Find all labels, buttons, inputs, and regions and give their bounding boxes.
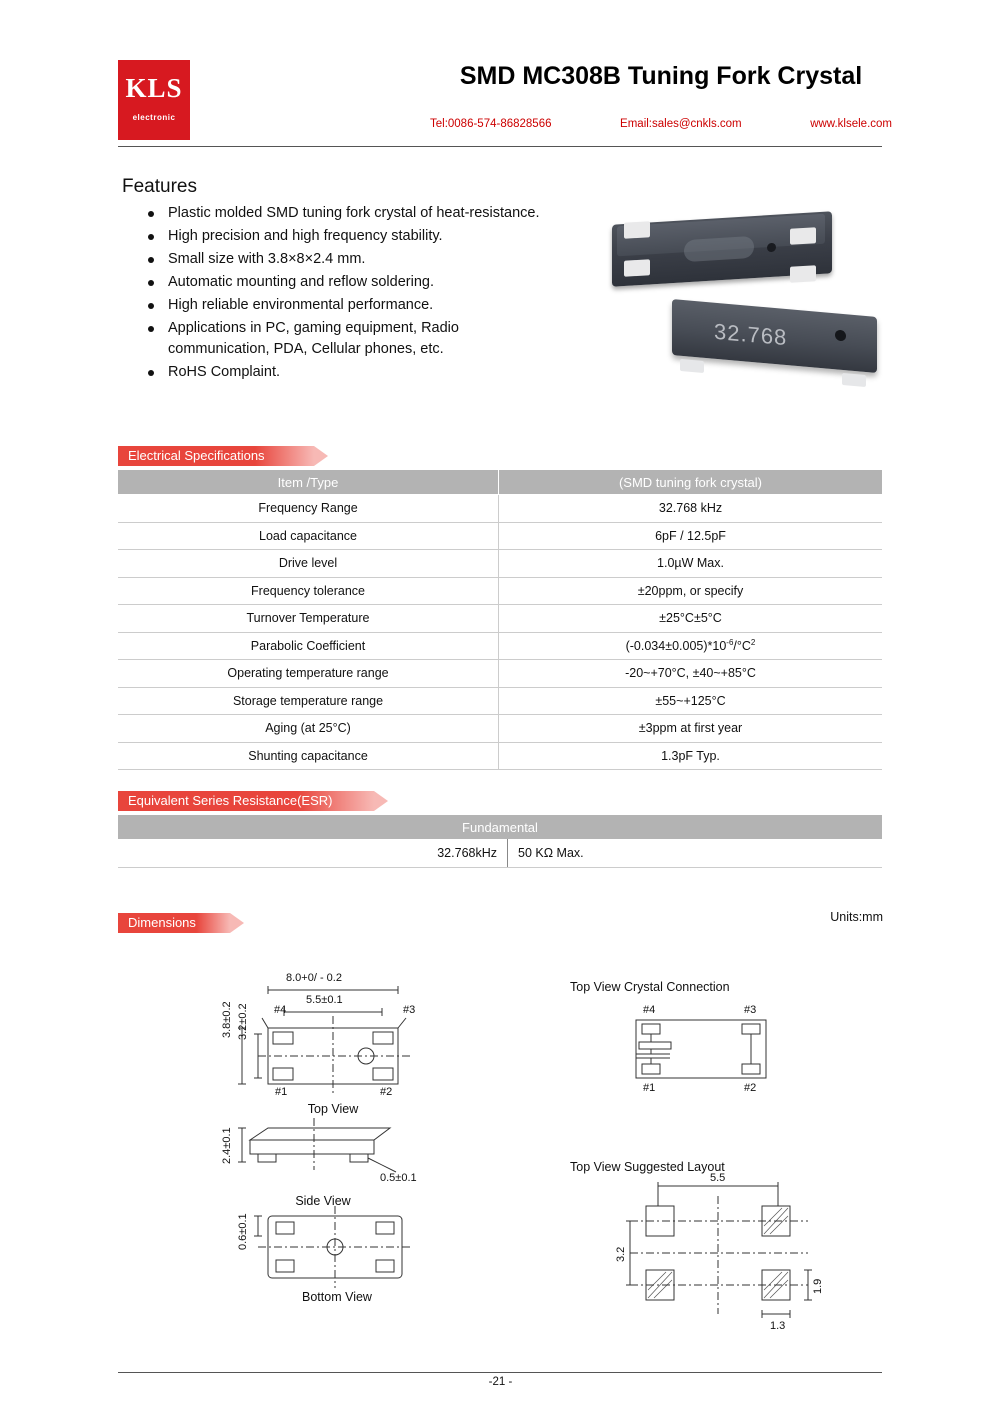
cell-value: -20~+70°C, ±40~+85°C xyxy=(499,660,883,688)
layout-dim-pad-height: 1.9 xyxy=(812,1278,824,1294)
cell-item: Drive level xyxy=(118,550,499,578)
conn-pin-label-2: #2 xyxy=(744,1082,757,1094)
page-title: SMD MC308B Tuning Fork Crystal xyxy=(459,62,863,90)
dim-top-height-outer: 3.8±0.2 xyxy=(221,1001,233,1038)
cell-resistance: 50 KΩ Max. xyxy=(508,839,883,868)
cell-value xyxy=(499,632,883,660)
dimensions-banner: Dimensions xyxy=(118,913,230,933)
contact-tel: Tel:0086-574-86828566 xyxy=(430,118,552,130)
dimension-drawings xyxy=(118,950,882,1370)
column-header-fundamental: Fundamental xyxy=(118,815,882,839)
esr-banner: Equivalent Series Resistance(ESR) xyxy=(118,791,374,811)
parabolic-unit: /°C xyxy=(733,639,751,654)
caption-top-view: Top View xyxy=(307,1102,359,1116)
column-header-type: (SMD tuning fork crystal) xyxy=(499,470,883,495)
table-row xyxy=(118,715,882,743)
parabolic-exponent: -6 xyxy=(726,638,734,648)
table-row xyxy=(118,550,882,578)
layout-dim-width: 5.5 xyxy=(710,1172,726,1184)
pin-label-1: #1 xyxy=(275,1086,288,1098)
table-row xyxy=(118,577,882,605)
column-header-item: Item /Type xyxy=(118,470,499,495)
logo-wordmark: KLS xyxy=(125,73,183,103)
pin-label-2: #2 xyxy=(380,1086,393,1098)
dim-top-height-inner: 3.2±0.2 xyxy=(237,1003,249,1040)
cell-item: Load capacitance xyxy=(118,522,499,550)
cell-item: Operating temperature range xyxy=(118,660,499,688)
product-photo-angled xyxy=(672,308,887,392)
layout-dim-height: 3.2 xyxy=(615,1246,627,1262)
footer-divider xyxy=(118,1372,882,1373)
company-logo xyxy=(118,60,190,140)
table-row xyxy=(118,605,882,633)
dim-bottom-thickness: 0.6±0.1 xyxy=(237,1213,249,1250)
list-item: Automatic mounting and reflow soldering. xyxy=(140,272,560,293)
cell-value: ±55~+125°C xyxy=(499,687,883,715)
conn-pin-label-3: #3 xyxy=(744,1004,757,1016)
product-photo-top xyxy=(612,206,832,296)
cell-item: Frequency Range xyxy=(118,495,499,523)
cell-item: Aging (at 25°C) xyxy=(118,715,499,743)
cell-value: 1.3pF Typ. xyxy=(499,742,883,770)
caption-side-view: Side View xyxy=(295,1194,351,1208)
cell-value: ±20ppm, or specify xyxy=(499,577,883,605)
electrical-specifications-table xyxy=(118,470,882,770)
list-item: Plastic molded SMD tuning fork crystal of heat-resistance. xyxy=(140,203,560,224)
table-row xyxy=(118,522,882,550)
units-label: Units:mm xyxy=(830,910,883,924)
conn-pin-label-1: #1 xyxy=(643,1082,656,1094)
cell-item: Turnover Temperature xyxy=(118,605,499,633)
cell-value: 1.0µW Max. xyxy=(499,550,883,578)
cell-value: 32.768 kHz xyxy=(499,495,883,523)
table-row xyxy=(118,687,882,715)
dim-top-width-inner: 5.5±0.1 xyxy=(306,994,343,1006)
cell-item: Storage temperature range xyxy=(118,687,499,715)
contact-bar xyxy=(430,118,892,130)
table-row xyxy=(118,632,882,660)
conn-pin-label-4: #4 xyxy=(643,1004,656,1016)
logo-tagline: electronic xyxy=(132,113,176,122)
dim-top-width-outer: 8.0+0/ - 0.2 xyxy=(286,972,342,984)
list-item: High reliable environmental performance. xyxy=(140,295,560,316)
cell-item: Parabolic Coefficient xyxy=(118,632,499,660)
contact-website[interactable]: www.klsele.com xyxy=(810,118,892,130)
cell-value: ±25°C±5°C xyxy=(499,605,883,633)
electrical-specifications-banner: Electrical Specifications xyxy=(118,446,314,466)
features-heading: Features xyxy=(122,176,197,197)
cell-value: 6pF / 12.5pF xyxy=(499,522,883,550)
cell-item: Frequency tolerance xyxy=(118,577,499,605)
pin-label-3: #3 xyxy=(403,1004,416,1016)
parabolic-base: (-0.034±0.005)*10 xyxy=(625,639,727,654)
parabolic-unit-exponent: 2 xyxy=(750,638,756,648)
table-row xyxy=(118,495,882,523)
page-number: -21 - xyxy=(488,1376,513,1388)
table-row xyxy=(118,839,882,868)
pin-label-4: #4 xyxy=(274,1004,287,1016)
table-header-row xyxy=(118,470,882,495)
esr-table xyxy=(118,815,882,868)
cell-item: Shunting capacitance xyxy=(118,742,499,770)
dim-side-pad-height: 0.5±0.1 xyxy=(380,1172,417,1184)
caption-suggested-layout: Top View Suggested Layout xyxy=(570,1160,725,1174)
list-item: RoHS Complaint. xyxy=(140,362,560,383)
header-divider xyxy=(118,146,882,147)
layout-dim-pad-width: 1.3 xyxy=(770,1320,786,1332)
list-item: High precision and high frequency stability. xyxy=(140,226,560,247)
features-list xyxy=(140,203,560,385)
table-row xyxy=(118,742,882,770)
page-header xyxy=(0,0,1001,150)
cell-value: ±3ppm at first year xyxy=(499,715,883,743)
table-header-row xyxy=(118,815,882,839)
table-row xyxy=(118,660,882,688)
product-frequency-marking: 32.768 xyxy=(714,318,788,351)
caption-crystal-connection: Top View Crystal Connection xyxy=(570,980,730,994)
list-item: Small size with 3.8×8×2.4 mm. xyxy=(140,249,560,270)
caption-bottom-view: Bottom View xyxy=(302,1290,372,1304)
cell-frequency: 32.768kHz xyxy=(118,839,508,868)
contact-email: Email:sales@cnkls.com xyxy=(620,118,742,130)
list-item: Applications in PC, gaming equipment, Radio communication, PDA, Cellular phones, etc. xyxy=(140,318,560,360)
dim-side-height: 2.4±0.1 xyxy=(221,1127,233,1164)
